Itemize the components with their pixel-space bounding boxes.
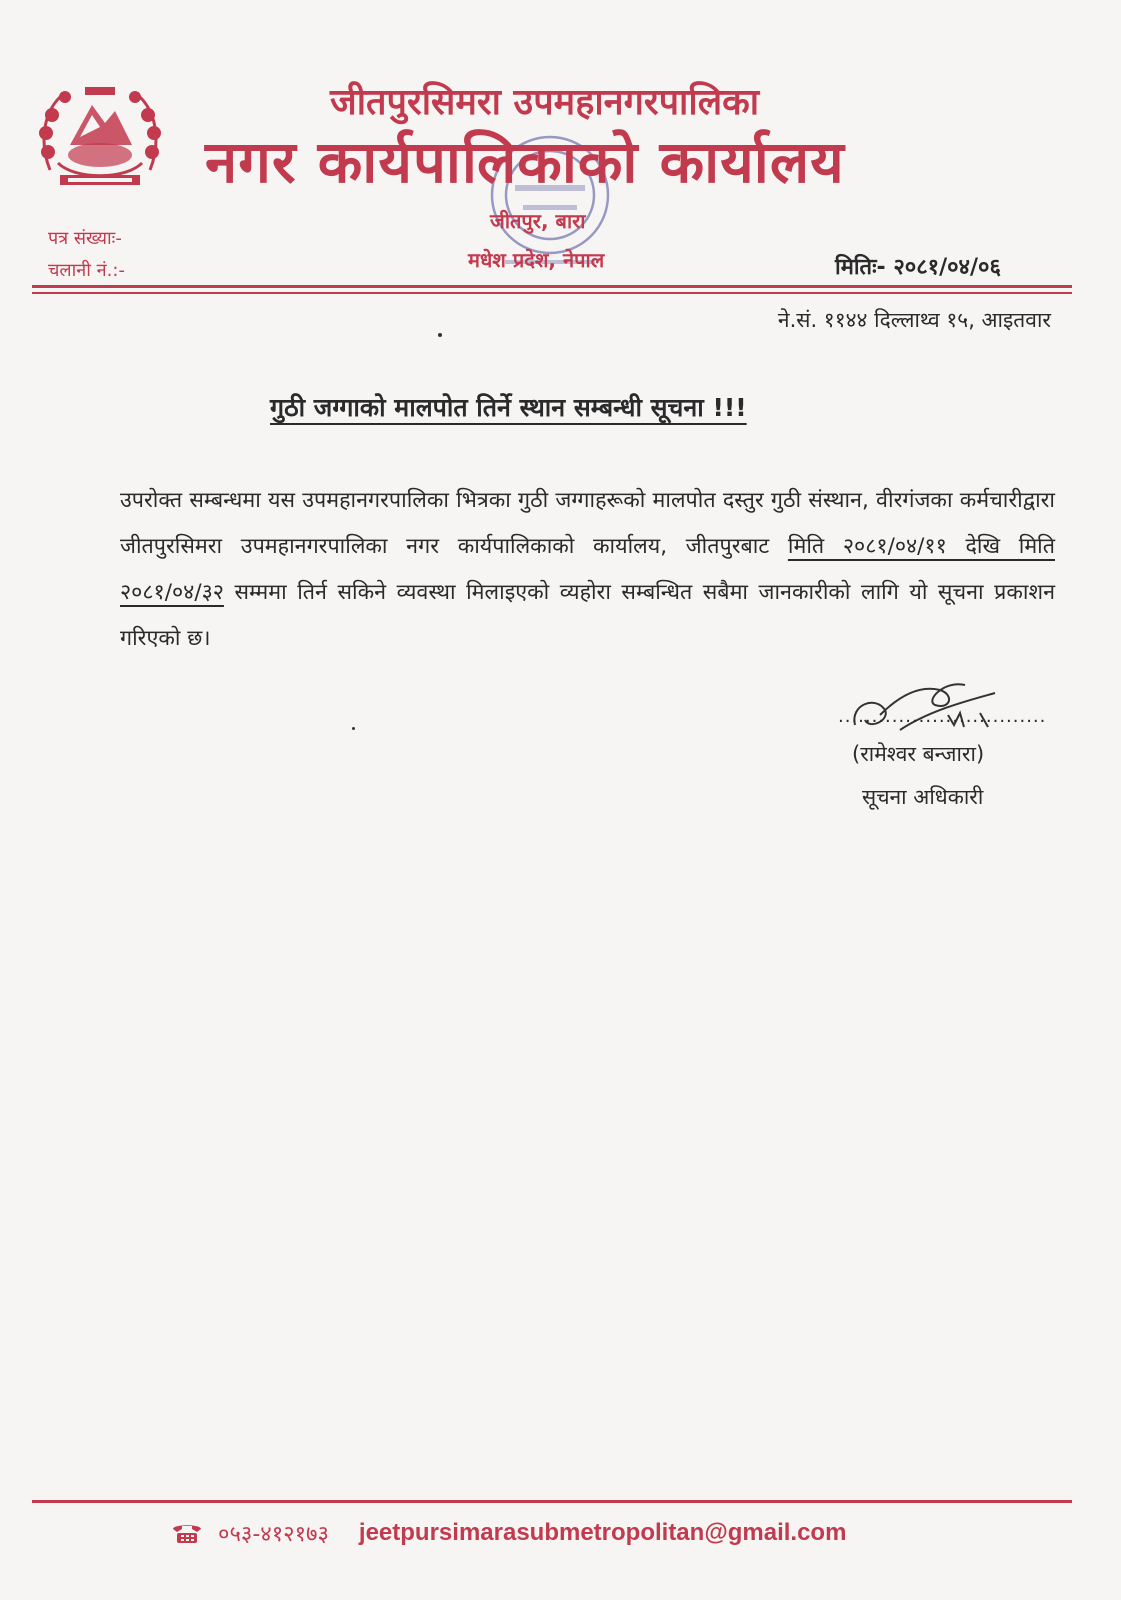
notice-body	[120, 478, 1055, 662]
signatory-name: (रामेश्वर बन्जारा)	[852, 742, 985, 766]
notice-body-part1: उपरोक्त सम्बन्धमा यस उपमहानगरपालिका भित्रका गुठी जग्गाहरूको मालपोत दस्तुर गुठी संस्थान, वीरगंजका कर्मचारीद्वारा जीतपुरसिमरा उपमहानगरपालिका नगर कार्यपालिकाको कार्यालय, जीतपुरबाट	[120, 488, 1055, 559]
signature-line: ...............................	[838, 706, 1047, 727]
province-country: मधेश प्रदेश, नेपाल	[468, 248, 605, 272]
letter-number-label: पत्र संख्याः-	[48, 228, 122, 249]
notice-title: गुठी जग्गाको मालपोत तिर्ने स्थान सम्बन्धी सूचना !!!	[270, 393, 747, 422]
nepal-sambat-date: ने.सं. ११४४ दिल्लाथ्व १५, आइतवार	[777, 308, 1051, 332]
dispatch-number-label: चलानी नं.:-	[48, 260, 125, 281]
header-divider-bottom	[32, 292, 1072, 294]
office-location: जीतपुर, बारा	[490, 209, 586, 233]
footer-contact	[170, 1518, 846, 1548]
notice-body-part2: सम्ममा तिर्न सकिने व्यवस्था मिलाइएको व्यहोरा सम्बन्धित सबैमा जानकारीको लागि यो सूचना प्रकाशन गरिएको छ।	[120, 580, 1055, 651]
phone-number: ०५३-४१२१७३	[218, 1522, 329, 1547]
letter-date: मितिः- २०८१/०४/०६	[835, 255, 1001, 280]
notice-date-range: मिति २०८१/०४/११ देखि मिति २०८१/०४/३२	[120, 534, 1055, 605]
paper-speck	[438, 333, 442, 337]
municipality-name: जीतपुरसिमरा उपमहानगरपालिका	[330, 82, 760, 123]
telephone-icon	[170, 1521, 204, 1545]
office-name: नगर कार्यपालिकाको कार्यालय	[205, 128, 845, 196]
email-address: jeetpursimarasubmetropolitan@gmail.com	[358, 1519, 847, 1546]
paper-speck	[352, 727, 355, 730]
signatory-role: सूचना अधिकारी	[862, 785, 984, 809]
header-divider-top	[32, 285, 1072, 288]
footer-divider	[32, 1500, 1072, 1503]
nepal-emblem-icon	[30, 75, 170, 205]
